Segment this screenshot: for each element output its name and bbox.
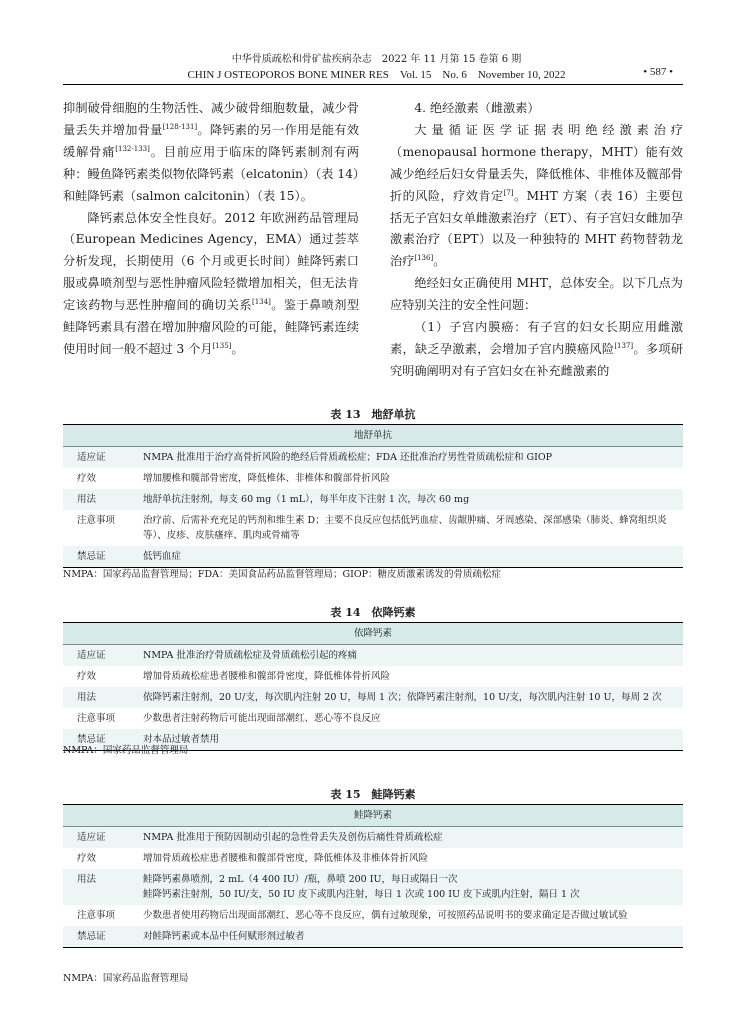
table-row: 用法 地舒单抗注射剂，每支 60 mg（1 mL），每半年皮下注射 1 次，每次 60 mg	[63, 489, 683, 510]
table-14-note: NMPA：国家药品监督管理局	[63, 745, 189, 756]
table-row: 适应证 NMPA 批准治疗骨质疏松症及骨质疏松引起的疼痛	[63, 645, 683, 667]
table-row: 疗效 增加骨质疏松症患者腰椎和髋部骨密度，降低椎体及非椎体骨折风险	[77, 853, 429, 864]
journal-header-en: CHIN J OSTEOPOROS BONE MINER RES Vol. 15 No. 6 November 10, 2022	[187, 69, 566, 81]
table-15	[63, 804, 683, 948]
table-row: 注意事项 治疗前、后需补充充足的钙剂和维生素 D；主要不良反应包括低钙血症、齿龈肿痛、牙周感染、深部感染（肺炎、蜂窝组织炎等）、皮疹、皮肤瘙痒、肌肉或骨痛等	[77, 515, 667, 541]
table-drug-header: 依降钙素	[63, 623, 683, 645]
section-heading: 4. 绝经激素（雌激素）	[414, 101, 540, 115]
table-drug-header: 地舒单抗	[63, 425, 683, 447]
table-row: 适应证 NMPA 批准用于预防因制动引起的急性骨丢失及创伤后痛性骨质疏松症	[63, 827, 683, 849]
table-row: 禁忌证 对本品过敏者禁用	[63, 729, 683, 751]
table-row: 注意事项 少数患者使用药物后出现面部潮红、恶心等不良反应，偶有过敏现象，可按照药品说明书的要求确定是否做过敏试验	[77, 910, 628, 921]
table-13-caption: 表 13 地舒单抗	[330, 408, 416, 421]
paragraph: 抑制破骨细胞的生物活性、减少破骨细胞数量，减少骨量丢失并增加骨量[128-131]。降钙素的另一作用是能有效缓解骨痛[132-133]。目前应用于临床的降钙素制剂有两种：鳗鱼降钙素类似物依降钙素（elcatonin）（表 14）和鲑降钙素（salmon calcitonin）（表 15）。	[63, 101, 360, 203]
table-row: 适应证 NMPA 批准用于治疗高骨折风险的绝经后骨质疏松症；FDA 还批准治疗男性骨质疏松症和 GIOP	[63, 447, 683, 469]
table-row: 禁忌证 低钙血症	[63, 546, 683, 568]
table-row: 疗效 增加骨质疏松症患者腰椎和髋部骨密度，降低椎体骨折风险	[77, 671, 391, 682]
table-row: 禁忌证 对鲑降钙素或本品中任何赋形剂过敏者	[63, 926, 683, 948]
table-row: 疗效 增加腰椎和髋部骨密度，降低椎体、非椎体和髋部骨折风险	[77, 473, 391, 484]
table-13-note: NMPA：国家药品监督管理局；FDA：美国食品药品监督管理局；GIOP：糖皮质激素诱发的骨质疏松症	[63, 569, 502, 580]
header-rule	[63, 84, 683, 85]
table-14-caption: 表 14 依降钙素	[330, 606, 416, 619]
paragraph: 大量循证医学证据表明绝经激素治疗（menopausal hormone therapy，MHT）能有效减少绝经后妇女骨量丢失，降低椎体、非椎体及髋部骨折的风险，疗效肯定[7]。MHT 方案（表 16）主要包括无子宫妇女单雌激素治疗（ET）、有子宫妇女雌加孕激素治疗（EPT）以及一种独特的 MHT 药物替勃龙治疗[136]。	[390, 122, 684, 269]
paragraph: 绝经妇女正确使用 MHT，总体安全。以下几点为应特别关注的安全性问题：	[390, 276, 683, 313]
table-drug-header: 鲑降钙素	[63, 805, 683, 827]
paragraph: 降钙素总体安全性良好。2012 年欧洲药品管理局（European Medicines Agency，EMA）通过荟萃分析发现，长期使用（6 个月或更长时间）鲑降钙素口服或鼻喷剂型与恶性肿瘤风险轻微增加相关，但无法肯定该药物与恶性肿瘤间的确切关系[134]。鉴于鼻喷剂型鲑降钙素具有潜在增加肿瘤风险的可能，鲑降钙素连续使用时间一般不超过 3 个月[135]。	[63, 210, 360, 356]
table-row: 注意事项 少数患者注射药物后可能出现面部潮红、恶心等不良反应	[77, 713, 381, 724]
table-row: 用法 鲑降钙素鼻喷剂，2 mL（4 400 IU）/瓶，鼻喷 200 IU，每日或隔日一次 鲑降钙素注射剂，50 IU/支，50 IU 皮下或肌内注射，每日 1 次或 100 IU 皮下或肌内注射，隔日 1 次	[63, 869, 683, 905]
page-number: • 587 •	[643, 66, 673, 78]
table-14	[63, 622, 683, 751]
journal-header-cn: 中华骨质疏松和骨矿盐疾病杂志 2022 年 11 月第 15 卷第 6 期	[231, 54, 522, 65]
table-15-note: NMPA：国家药品监督管理局	[63, 973, 189, 984]
paragraph: （1）子宫内膜癌：有子宫的妇女长期应用雌激素，缺乏孕激素，会增加子宫内膜癌风险[137]。多项研究明确阐明对有子宫妇女在补充雌激素的	[390, 320, 684, 378]
right-column	[390, 98, 683, 383]
table-15-caption: 表 15 鲑降钙素	[330, 788, 416, 801]
table-row: 用法 依降钙素注射剂，20 U/支，每次肌内注射 20 U，每周 1 次；依降钙素注射剂，10 U/支，每次肌内注射 10 U，每周 2 次	[63, 687, 683, 708]
table-13	[63, 424, 683, 568]
left-column	[63, 98, 359, 361]
